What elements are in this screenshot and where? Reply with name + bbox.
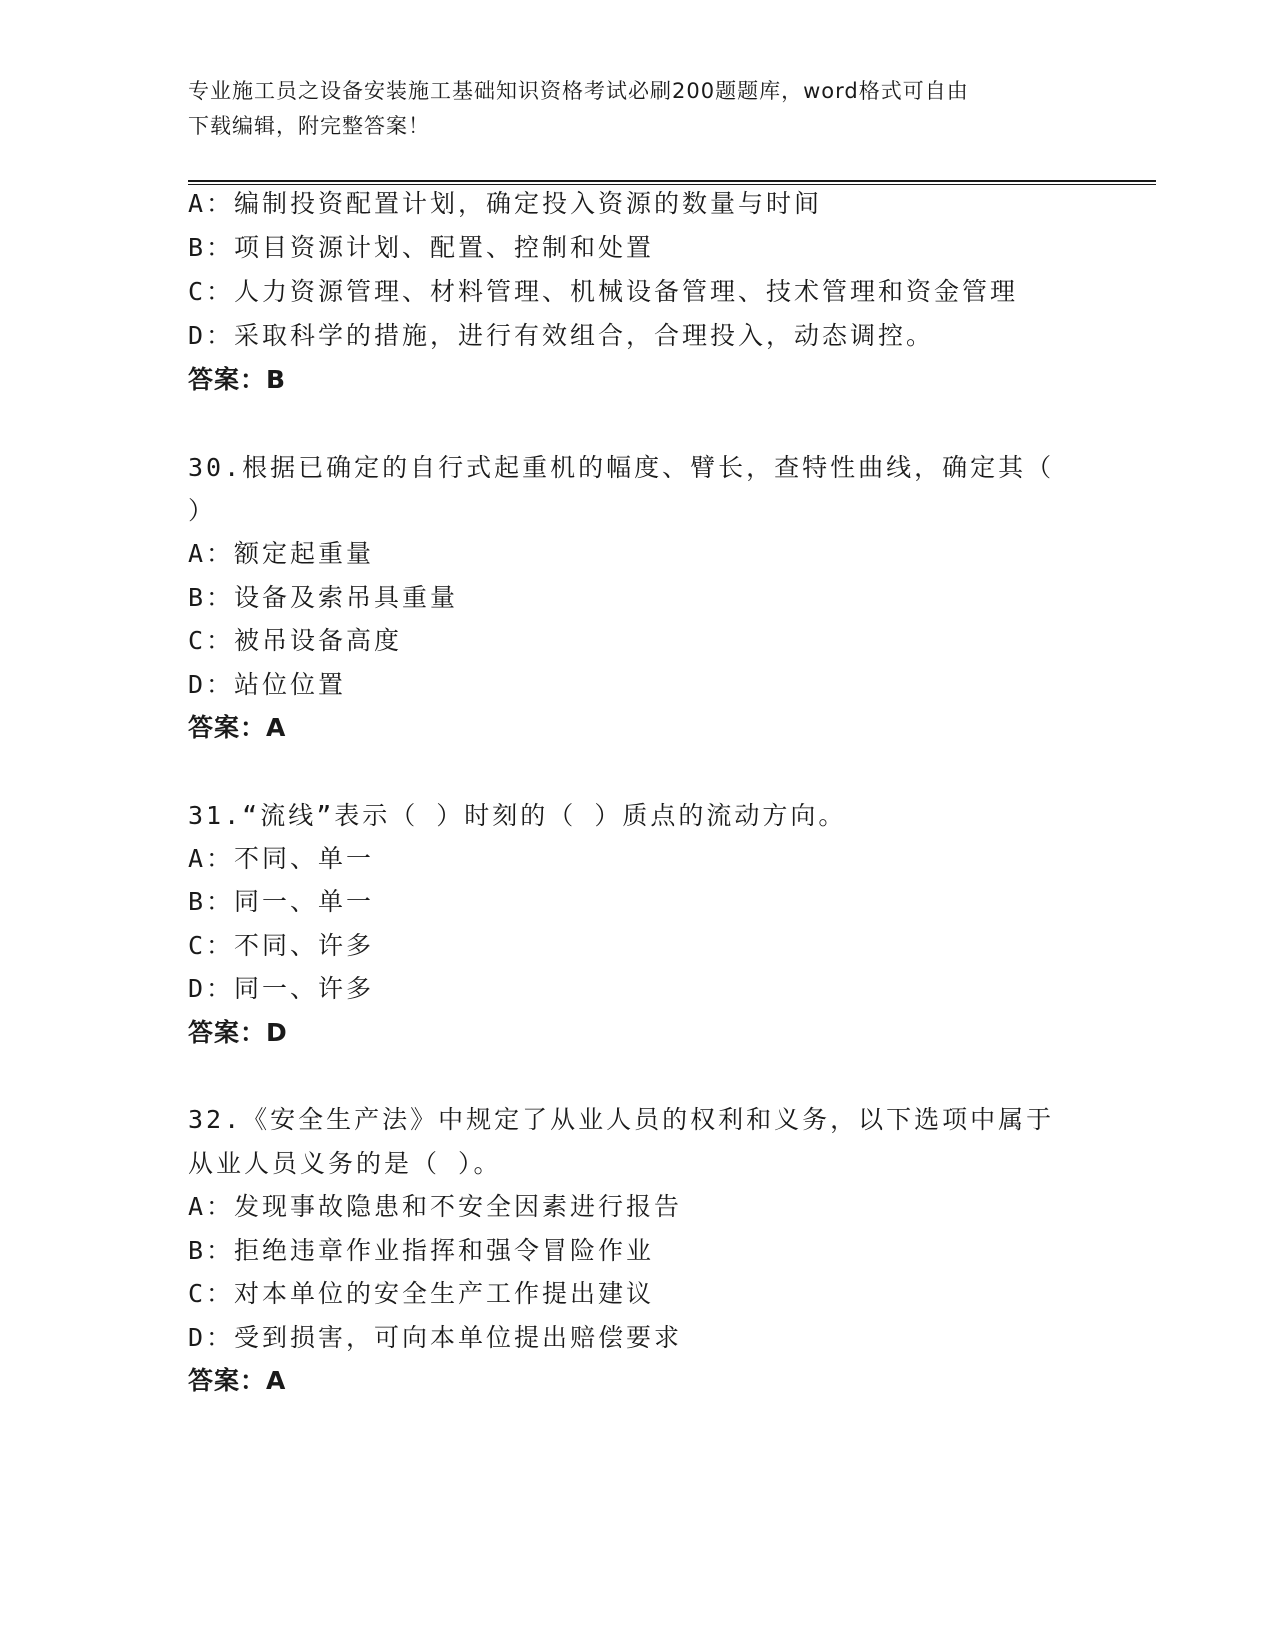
q29-option-a: A：编制投资配置计划，确定投入资源的数量与时间 bbox=[188, 189, 823, 218]
q32-stem-line-2: 从业人员义务的是（ ）。 bbox=[188, 1149, 502, 1178]
q30-stem-line-2: ） bbox=[188, 496, 217, 525]
q32-stem-line-1: 32.《安全生产法》中规定了从业人员的权利和义务，以下选项中属于 bbox=[188, 1105, 1055, 1134]
q29-option-b: B：项目资源计划、配置、控制和处置 bbox=[188, 233, 655, 262]
header-line-2: 下载编辑，附完整答案！ bbox=[188, 114, 430, 138]
q30-option-a: A：额定起重量 bbox=[188, 539, 375, 568]
q29-option-d: D：采取科学的措施，进行有效组合，合理投入，动态调控。 bbox=[188, 321, 935, 350]
document-header bbox=[188, 74, 1088, 144]
q31-option-b: B：同一、单一 bbox=[188, 887, 375, 916]
header-divider-thick bbox=[188, 180, 1156, 182]
q30-option-d: D：站位位置 bbox=[188, 670, 347, 699]
q30-stem-line-1: 30.根据已确定的自行式起重机的幅度、臂长，查特性曲线，确定其（ bbox=[188, 453, 1055, 482]
q31-option-a: A：不同、单一 bbox=[188, 844, 375, 873]
q29-answer: 答案：B bbox=[188, 365, 287, 394]
q32-option-a: A：发现事故隐患和不安全因素进行报告 bbox=[188, 1192, 683, 1221]
q29-option-c: C：人力资源管理、材料管理、机械设备管理、技术管理和资金管理 bbox=[188, 277, 1019, 306]
q32-option-d: D：受到损害，可向本单位提出赔偿要求 bbox=[188, 1323, 683, 1352]
q32-answer: 答案：A bbox=[188, 1366, 287, 1395]
q31-stem-line-1: 31.“流线”表示（ ）时刻的（ ）质点的流动方向。 bbox=[188, 801, 847, 830]
q30-answer: 答案：A bbox=[188, 713, 287, 742]
q31-answer: 答案：D bbox=[188, 1018, 288, 1047]
q30-option-b: B：设备及索吊具重量 bbox=[188, 583, 459, 612]
q31-option-d: D：同一、许多 bbox=[188, 974, 375, 1003]
header-divider-thin bbox=[188, 184, 1156, 185]
q30-option-c: C：被吊设备高度 bbox=[188, 626, 403, 655]
q32-option-c: C：对本单位的安全生产工作提出建议 bbox=[188, 1279, 655, 1308]
q32-option-b: B：拒绝违章作业指挥和强令冒险作业 bbox=[188, 1236, 655, 1265]
q31-option-c: C：不同、许多 bbox=[188, 931, 375, 960]
header-line-1: 专业施工员之设备安装施工基础知识资格考试必刷200题题库，word格式可自由 bbox=[188, 79, 969, 103]
